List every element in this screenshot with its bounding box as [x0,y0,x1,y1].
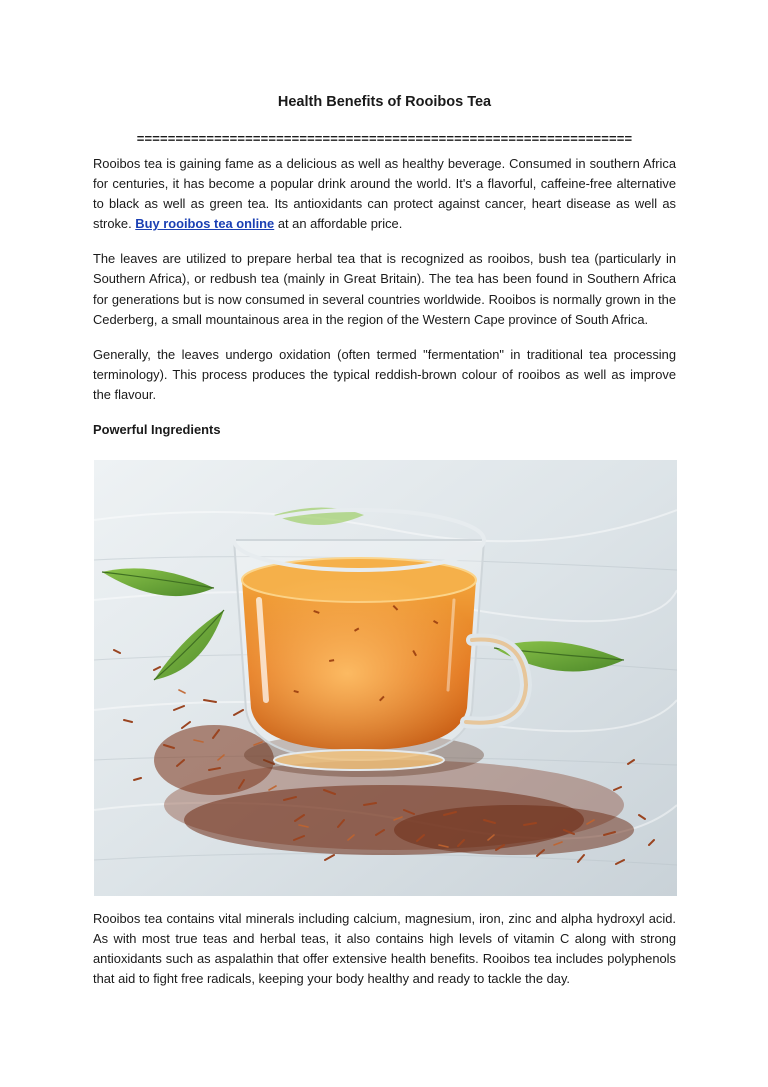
paragraph-oxidation: Generally, the leaves undergo oxidation (often termed "fermentation" in traditional tea processing terminology). This process produces the typical reddish-brown colour of rooibos as well as improve the flavour. [93,346,676,402]
paragraph-intro-text: Rooibos tea is gaining fame as a delicious as well as healthy beverage. Consumed in southern Africa for centuries, it has become a popular drink around the world. It's a flavorful, caffeine-free alternative to black as well as green tea. Its antioxidants can protect against cancer, heart disease as well as stroke. [93,156,676,232]
rooibos-tea-photo [94,460,677,896]
document-page [93,92,676,987]
page-title: Health Benefits of Rooibos Tea [277,94,492,110]
paragraph-ingredients: Rooibos tea contains vital minerals including calcium, magnesium, iron, zinc and alpha hydroxyl acid. As with most true teas and herbal teas, it also contains high levels of vitamin C along with strong antioxidants such as aspalathin that offer extensive health benefits. Rooibos tea includes polyphenols that aid to fight free radicals, keeping your body healthy and ready to tackle the day. [93,911,676,987]
section-heading: Powerful Ingredients [93,422,221,438]
paragraph-intro [93,154,676,234]
tea-cup-illustration [94,460,677,896]
paragraph-intro-tail: at an affordable price. [274,216,403,232]
title-rule: ================================================================ [136,131,633,146]
paragraph-leaves: The leaves are utilized to prepare herbal tea that is recognized as rooibos, bush tea (particularly in Southern Africa), or redbush tea (mainly in Great Britain). The tea has been found in Southern Africa for generations but is now consumed in several countries worldwide. Rooibos is normally grown in the Cederberg, a small mountainous area in the region of the Western Cape province of South Africa. [93,251,676,327]
buy-rooibos-link[interactable]: Buy rooibos tea online [135,216,275,232]
